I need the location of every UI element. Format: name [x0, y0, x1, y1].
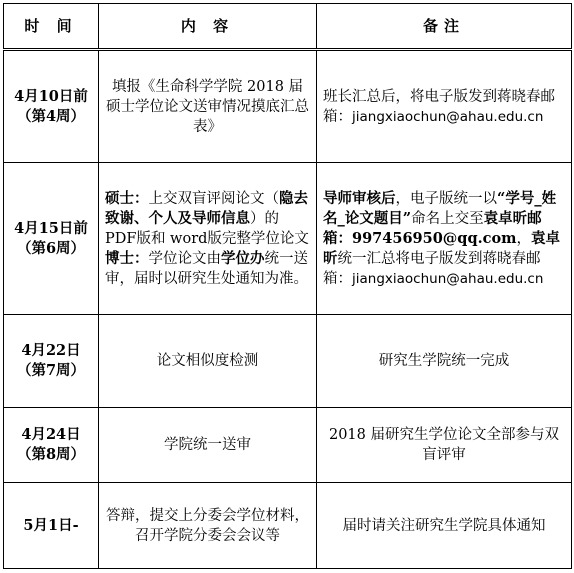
note-text: ，电子版统一以 — [395, 190, 497, 207]
master-label: 硕士： — [105, 189, 149, 207]
time-week: （第8周） — [16, 446, 86, 463]
content-cell: 答辩，提交上分委会学位材料，召开学院分委会会议等 — [99, 483, 317, 569]
content-cell: 填报《生命科学学院 2018 届硕士学位论文送审情况摸底汇总表》 — [99, 50, 317, 163]
phd-bold: 学位办 — [221, 249, 265, 267]
time-week: （第4周） — [16, 107, 86, 125]
table-row — [4, 163, 572, 315]
master-bold: 隐去致谢、个人及导师信息 — [105, 189, 308, 227]
email-text: jiangxiaochun@ahau.edu.cn — [352, 108, 544, 125]
master-text: ）的 PDF版和 word版完整学位论文 — [105, 210, 309, 247]
note-cell — [317, 163, 572, 315]
time-date: 4月22日 — [21, 342, 81, 359]
table-row — [4, 50, 572, 163]
schedule-table — [3, 3, 572, 569]
time-date: 4月15日前 — [14, 219, 88, 237]
time-week: （第7周） — [16, 362, 86, 379]
time-cell — [4, 50, 99, 163]
note-bold: “学号_姓名_论文题目” — [323, 189, 557, 227]
content-cell — [99, 163, 317, 315]
note-cell: 2018 届研究生学位论文全部参与双盲评审 — [317, 408, 572, 483]
note-text: 统一汇总将电子版发到蒋晓春邮箱： — [323, 250, 541, 287]
table-row — [4, 408, 572, 483]
table-header-row — [4, 4, 572, 50]
table-row — [4, 315, 572, 408]
note-bold-email: 袁卓昕邮箱：997456950@qq.com — [323, 209, 542, 247]
time-week: （第6周） — [16, 239, 86, 257]
header-content: 内 容 — [99, 4, 317, 50]
master-text: 上交双盲评阅论文（ — [148, 190, 279, 207]
time-cell — [4, 163, 99, 315]
time-date: 5月1日- — [23, 516, 79, 534]
header-note: 备注 — [317, 4, 572, 50]
time-date: 4月10日前 — [14, 87, 88, 105]
table-row — [4, 483, 572, 569]
content-cell: 论文相似度检测 — [99, 315, 317, 408]
time-cell — [4, 315, 99, 408]
phd-text: 统一送审，届时以研究生处通知为准。 — [105, 250, 308, 287]
note-cell: 届时请关注研究生学院具体通知 — [317, 483, 572, 569]
note-cell — [317, 50, 572, 163]
phd-label: 博士： — [105, 249, 149, 267]
time-date: 4月24日 — [21, 426, 81, 443]
phd-text: 学位论文由 — [148, 250, 221, 267]
note-bold: 袁卓昕 — [323, 229, 560, 267]
content-cell: 学院统一送审 — [99, 408, 317, 483]
header-time: 时 间 — [4, 4, 99, 50]
note-text: ， — [516, 230, 531, 247]
note-text: 命名上交至 — [411, 210, 484, 227]
email-text: jiangxiaochun@ahau.edu.cn — [352, 270, 544, 287]
note-text: 班长汇总后，将电子版发到蒋晓春邮箱： — [323, 88, 555, 125]
note-cell: 研究生学院统一完成 — [317, 315, 572, 408]
time-cell — [4, 483, 99, 569]
note-bold: 导师审核后 — [323, 189, 396, 207]
time-cell — [4, 408, 99, 483]
